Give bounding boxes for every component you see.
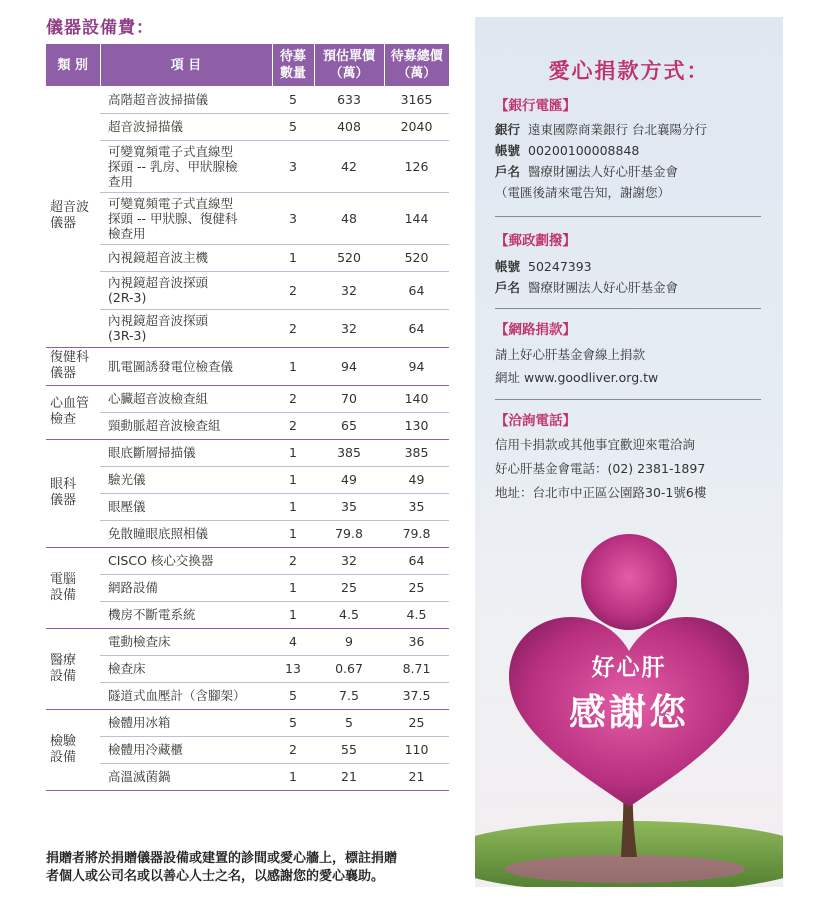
unit-cell: 7.5 (314, 682, 384, 709)
unit-cell: 70 (314, 385, 384, 412)
unit-cell: 633 (314, 86, 384, 113)
bank-note: （電匯後請來電告知，謝謝您） (495, 185, 671, 200)
equipment-table (46, 44, 449, 791)
total-cell: 64 (384, 309, 449, 347)
total-cell: 94 (384, 347, 449, 385)
item-label: 高階超音波掃描儀 (108, 91, 209, 107)
table-row (46, 574, 449, 601)
total-cell: 130 (384, 412, 449, 439)
item-cell (100, 140, 272, 192)
qty-cell: 5 (272, 682, 314, 709)
unit-cell: 25 (314, 574, 384, 601)
qty-cell: 5 (272, 709, 314, 736)
unit-cell: 0.67 (314, 655, 384, 682)
table-row (46, 140, 449, 192)
item-label: 檢查床 (108, 661, 146, 676)
unit-cell: 32 (314, 271, 384, 309)
item-label: 眼壓儀 (108, 499, 146, 514)
table-row (46, 520, 449, 547)
item-label: 眼底斷層掃描儀 (108, 445, 196, 460)
item-label: 內視鏡超音波探頭 (108, 275, 209, 290)
item-cell (100, 439, 272, 466)
item-cell (100, 574, 272, 601)
category-label: 電腦 (50, 571, 77, 587)
unit-cell: 48 (314, 192, 384, 244)
table-row (46, 244, 449, 271)
total-cell: 110 (384, 736, 449, 763)
footnote-line: 者個人或公司名或以善心人士之名，以感謝您的愛心襄助。 (46, 869, 385, 884)
table-row (46, 493, 449, 520)
item-cell (100, 113, 272, 140)
item-cell (100, 709, 272, 736)
table-row (46, 628, 449, 655)
table-row (46, 736, 449, 763)
total-cell: 4.5 (384, 601, 449, 628)
item-label: 機房不斷電系統 (108, 607, 196, 622)
qty-cell: 2 (272, 736, 314, 763)
item-label: 高溫滅菌鍋 (108, 769, 171, 784)
item-label: 驗光儀 (108, 472, 146, 487)
item-label: 探頭 -- 乳房、甲狀腺檢 (108, 158, 238, 174)
item-label: 肌電圖誘發電位檢查儀 (108, 358, 234, 374)
item-label: 隧道式血壓計（含腳架） (108, 688, 246, 703)
table-row (46, 309, 449, 347)
total-cell: 37.5 (384, 682, 449, 709)
qty-cell: 5 (272, 113, 314, 140)
header-category: 類 別 (46, 44, 100, 86)
category-label: 檢查 (50, 412, 77, 427)
total-cell: 385 (384, 439, 449, 466)
item-label: 頸動脈超音波檢查組 (108, 418, 221, 433)
donation-panel (475, 17, 783, 887)
bank-heading: 【銀行電匯】 (495, 98, 576, 114)
divider (495, 399, 761, 400)
table-row (46, 439, 449, 466)
category-cell (46, 547, 100, 628)
unit-cell: 21 (314, 763, 384, 790)
footnote (46, 850, 461, 886)
item-cell (100, 655, 272, 682)
item-cell (100, 244, 272, 271)
unit-cell: 49 (314, 466, 384, 493)
category-cell (46, 709, 100, 790)
item-cell (100, 309, 272, 347)
category-cell (46, 86, 100, 347)
item-cell (100, 86, 272, 113)
item-label: 可變寬頻電子式直線型 (108, 195, 234, 211)
qty-cell: 2 (272, 412, 314, 439)
table-row (46, 412, 449, 439)
unit-cell: 94 (314, 347, 384, 385)
bank-name-line: 戶名 醫療財團法人好心肝基金會 (495, 164, 679, 179)
qty-cell: 5 (272, 86, 314, 113)
item-label: (3R-3) (108, 328, 147, 343)
category-label: 醫療 (50, 652, 77, 668)
tree-text-small: 好心肝 (591, 654, 667, 681)
category-label: 設備 (50, 668, 77, 684)
unit-cell: 42 (314, 140, 384, 192)
category-label: 檢驗 (50, 733, 77, 749)
unit-cell: 35 (314, 493, 384, 520)
qty-cell: 13 (272, 655, 314, 682)
postal-heading: 【郵政劃撥】 (495, 233, 576, 249)
unit-cell: 5 (314, 709, 384, 736)
total-cell: 520 (384, 244, 449, 271)
total-cell: 2040 (384, 113, 449, 140)
qty-cell: 1 (272, 520, 314, 547)
total-cell: 49 (384, 466, 449, 493)
item-cell (100, 736, 272, 763)
table-row (46, 192, 449, 244)
table-row (46, 466, 449, 493)
total-cell: 35 (384, 493, 449, 520)
table-row (46, 347, 449, 385)
item-cell (100, 192, 272, 244)
header-qty: 待募 數量 (272, 44, 314, 86)
inquiry-phone: 好心肝基金會電話：(02) 2381-1897 (495, 461, 706, 476)
item-cell (100, 466, 272, 493)
qty-cell: 2 (272, 385, 314, 412)
item-label: 超音波掃描儀 (108, 119, 184, 134)
bank-line: 銀行 遠東國際商業銀行 台北襄陽分行 (495, 122, 707, 137)
item-cell (100, 347, 272, 385)
postal-name-line: 戶名 醫療財團法人好心肝基金會 (495, 280, 679, 295)
category-cell (46, 439, 100, 547)
item-label: 心臟超音波檢查組 (108, 391, 209, 406)
category-cell (46, 347, 100, 385)
inquiry-heading: 【洽詢電話】 (495, 413, 576, 429)
total-cell: 64 (384, 547, 449, 574)
total-cell: 126 (384, 140, 449, 192)
qty-cell: 1 (272, 574, 314, 601)
section-title: 儀器設備費： (46, 18, 154, 38)
online-line: 請上好心肝基金會線上捐款 (495, 347, 646, 362)
table-body (46, 86, 449, 790)
total-cell: 21 (384, 763, 449, 790)
qty-cell: 3 (272, 140, 314, 192)
unit-cell: 65 (314, 412, 384, 439)
table-row (46, 547, 449, 574)
table-header-row (46, 44, 449, 86)
qty-cell: 1 (272, 763, 314, 790)
category-cell (46, 628, 100, 709)
unit-cell: 385 (314, 439, 384, 466)
unit-cell: 408 (314, 113, 384, 140)
item-label: 網路設備 (108, 580, 159, 595)
category-label: 設備 (50, 587, 77, 603)
footnote-line: 捐贈者將於捐贈儀器設備或建置的診間或愛心牆上，標註捐贈 (46, 851, 398, 866)
item-label: 檢查用 (108, 225, 146, 241)
item-cell (100, 493, 272, 520)
category-cell (46, 385, 100, 439)
category-label: 儀器 (50, 366, 77, 381)
inquiry-address: 地址：台北市中正區公園路30-1號6樓 (495, 485, 707, 500)
item-label: 電動檢查床 (108, 634, 171, 649)
qty-cell: 3 (272, 192, 314, 244)
qty-cell: 1 (272, 439, 314, 466)
donation-title: 愛心捐款方式： (548, 59, 710, 83)
total-cell: 3165 (384, 86, 449, 113)
unit-cell: 32 (314, 309, 384, 347)
item-label: 檢體用冷藏櫃 (108, 742, 184, 757)
category-label: 儀器 (50, 216, 77, 232)
item-cell (100, 520, 272, 547)
item-label: 查用 (108, 173, 134, 189)
item-cell (100, 547, 272, 574)
total-cell: 25 (384, 574, 449, 601)
divider (495, 216, 761, 217)
category-label: 設備 (50, 749, 77, 765)
qty-cell: 1 (272, 466, 314, 493)
item-label: 免散瞳眼底照相儀 (108, 526, 209, 541)
unit-cell: 9 (314, 628, 384, 655)
item-cell (100, 682, 272, 709)
total-cell: 79.8 (384, 520, 449, 547)
total-cell: 64 (384, 271, 449, 309)
header-unit-price: 預估單價 （萬） (314, 44, 384, 86)
online-url[interactable]: 網址 www.goodliver.org.tw (495, 370, 659, 385)
table-row (46, 709, 449, 736)
qty-cell: 2 (272, 547, 314, 574)
qty-cell: 1 (272, 493, 314, 520)
item-label: 可變寬頻電子式直線型 (108, 143, 234, 159)
qty-cell: 1 (272, 244, 314, 271)
category-label: 復健科 (50, 350, 90, 365)
qty-cell: 1 (272, 347, 314, 385)
total-cell: 36 (384, 628, 449, 655)
table-row (46, 601, 449, 628)
item-cell (100, 412, 272, 439)
item-cell (100, 628, 272, 655)
unit-cell: 79.8 (314, 520, 384, 547)
item-label: 檢體用冰箱 (108, 715, 171, 730)
unit-cell: 520 (314, 244, 384, 271)
total-cell: 140 (384, 385, 449, 412)
tree-text-large: 感謝您 (569, 690, 689, 734)
category-label: 超音波 (50, 200, 90, 216)
unit-cell: 32 (314, 547, 384, 574)
header-item: 項 目 (100, 44, 272, 86)
item-cell (100, 385, 272, 412)
table-row (46, 385, 449, 412)
item-cell (100, 601, 272, 628)
item-label: 內視鏡超音波主機 (108, 250, 209, 265)
category-label: 心血管 (50, 396, 90, 411)
table-row (46, 271, 449, 309)
table-row (46, 86, 449, 113)
item-label: 內視鏡超音波探頭 (108, 313, 209, 328)
qty-cell: 1 (272, 601, 314, 628)
total-cell: 8.71 (384, 655, 449, 682)
divider (495, 308, 761, 309)
item-label: (2R-3) (108, 290, 147, 305)
qty-cell: 2 (272, 309, 314, 347)
online-heading: 【網路捐款】 (495, 322, 576, 338)
total-cell: 144 (384, 192, 449, 244)
circle-foliage (581, 534, 677, 630)
unit-cell: 55 (314, 736, 384, 763)
item-cell (100, 271, 272, 309)
item-cell (100, 763, 272, 790)
item-label: CISCO 核心交換器 (108, 553, 214, 568)
postal-account-line: 帳號 50247393 (495, 259, 592, 274)
header-total-price: 待募總價 （萬） (384, 44, 449, 86)
inquiry-line: 信用卡捐款或其他事宜歡迎來電洽詢 (495, 437, 696, 452)
qty-cell: 4 (272, 628, 314, 655)
table-row (46, 763, 449, 790)
table-row (46, 682, 449, 709)
category-label: 眼科 (50, 477, 77, 492)
item-label: 探頭 -- 甲狀腺、復健科 (108, 210, 238, 226)
category-label: 儀器 (50, 493, 77, 508)
table-row (46, 655, 449, 682)
bank-account-line: 帳號 00200100008848 (495, 143, 640, 158)
qty-cell: 2 (272, 271, 314, 309)
total-cell: 25 (384, 709, 449, 736)
unit-cell: 4.5 (314, 601, 384, 628)
table-row (46, 113, 449, 140)
